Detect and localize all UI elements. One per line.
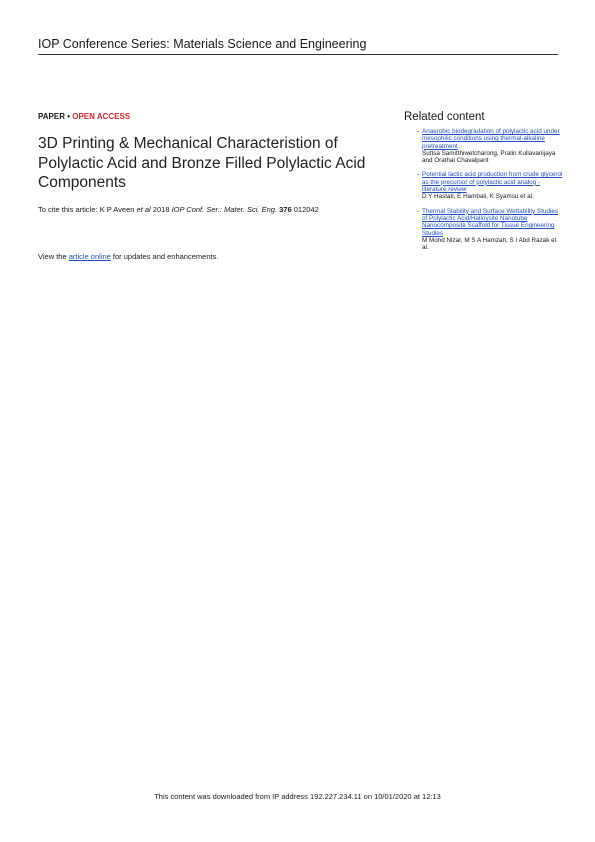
related-item-authors: D Y Hastati, E Hambali, K Syamsu et al. xyxy=(422,193,534,201)
title-line: 3D Printing & Mechanical Characteristion of xyxy=(38,135,338,152)
citation-article-number: 012042 xyxy=(291,205,319,214)
related-item xyxy=(404,128,564,164)
related-item-link[interactable]: Potential lactic acid production from crude glycerol as the precursor of polylactic acid analog - literature review xyxy=(422,171,563,194)
view-online-prefix: View the xyxy=(38,252,69,261)
paper-label: PAPER xyxy=(38,112,65,121)
article-title xyxy=(38,134,388,193)
citation-et-al: et al xyxy=(136,205,151,214)
article-type xyxy=(38,112,130,121)
related-content xyxy=(404,111,564,258)
article-online-link[interactable]: article online xyxy=(68,252,111,261)
citation-volume: 376 xyxy=(279,205,292,214)
title-line: Components xyxy=(38,174,126,191)
bullet: - xyxy=(417,128,420,135)
related-item-authors: Suttsa Samitthiwetcharong, Pralin Kullavanijaya and Orathai Chavalparit xyxy=(422,149,556,165)
type-separator: • xyxy=(64,112,73,121)
related-item xyxy=(404,171,564,200)
title-line: Polylactic Acid and Bronze Filled Polylactic Acid xyxy=(38,154,366,172)
related-item-authors: M Mohd Nizar, M S A Hamzah, S I Abd Razak et al. xyxy=(422,236,557,252)
download-footer: This content was downloaded from IP address 192.227.234.11 on 10/01/2020 at 12:13 xyxy=(154,792,441,801)
citation-year: 2018 xyxy=(150,205,172,214)
related-item-link[interactable]: Anaerobic biodegradation of polylactic acid under mesophilic conditions using thermal-alkaline pretreatment xyxy=(422,128,560,150)
related-content-heading: Related content xyxy=(404,111,485,123)
bullet: - xyxy=(417,171,420,179)
journal-header: IOP Conference Series: Materials Science and Engineering xyxy=(38,37,558,55)
bullet: - xyxy=(417,207,420,215)
citation xyxy=(38,205,319,214)
citation-prefix: To cite this article: K P Aveen xyxy=(38,205,137,214)
related-item xyxy=(404,208,564,252)
view-online-suffix: for updates and enhancements. xyxy=(110,252,219,261)
citation-journal: IOP Conf. Ser.: Mater. Sci. Eng. xyxy=(171,205,278,214)
open-access-label: OPEN ACCESS xyxy=(72,112,131,121)
related-item-link[interactable]: Thermal Stability and Surface Wettability Studies of Polylactic Acid/Halloysite Nanotube Nanocomposite Scaffold for Tissue Engineering Studies xyxy=(422,207,559,237)
view-online-text xyxy=(38,252,218,261)
